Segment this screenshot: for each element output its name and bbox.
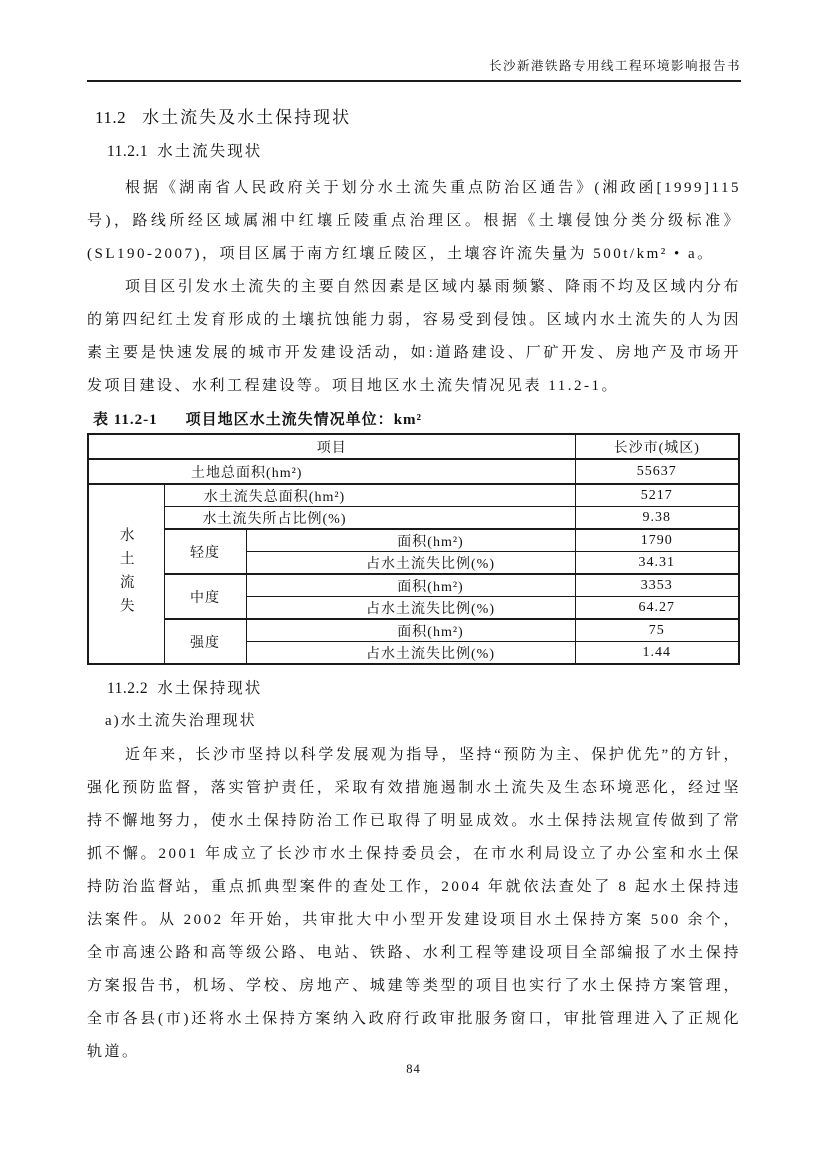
cell-light-pct-value: 34.31 bbox=[575, 552, 739, 575]
cell-total-area-label: 水土流失总面积(hm²) bbox=[164, 484, 575, 507]
table-caption-unit: km² bbox=[393, 411, 423, 428]
section-title: 水土流失及水土保持现状 bbox=[142, 108, 352, 127]
cell-pct-label: 占水土流失比例(%) bbox=[246, 552, 575, 575]
table-row bbox=[88, 434, 739, 459]
cell-ratio-value: 9.38 bbox=[575, 507, 739, 530]
cell-severity-light: 轻度 bbox=[164, 529, 246, 574]
cell-pct-label: 占水土流失比例(%) bbox=[246, 597, 575, 620]
page-number: 84 bbox=[406, 1062, 421, 1076]
section-title: 水土保持现状 bbox=[157, 680, 263, 697]
cell-pct-label: 占水土流失比例(%) bbox=[246, 642, 575, 665]
table-caption-text: 项目地区水土流失情况单位： bbox=[185, 410, 394, 428]
cell-area-label: 面积(hm²) bbox=[246, 619, 575, 642]
table-caption-title bbox=[186, 408, 422, 429]
cell-group-label bbox=[88, 484, 164, 664]
cell-area-label: 面积(hm²) bbox=[246, 529, 575, 552]
table-row bbox=[88, 484, 739, 507]
cell-strong-area-value: 75 bbox=[575, 619, 739, 642]
table-row bbox=[88, 529, 739, 552]
section-heading-11-2 bbox=[95, 106, 741, 130]
page-footer bbox=[0, 1062, 827, 1077]
page-header bbox=[87, 56, 741, 82]
cell-total-area-value: 5217 bbox=[575, 484, 739, 507]
paragraph-conservation-status: 近年来，长沙市坚持以科学发展观为指导，坚持“预防为主、保护优先”的方针，强化预防监督，落实管护责任，采取有效措施遏制水土流失及生态环境恶化，经过坚持不懈地努力，使水土保持防治工作已取得了明显成效。水土保持法规宣传做到了常抓不懈。2001 年成立了长沙市水土保持委员会，在市水利局设立了办公室和水土保持防治监督站，重点抓典型案件的查处工作，2004 年就依法查处了 8 起水土保持违法案件。从 2002 年开始，共审批大中小型开发建设项目水土保持方案 500 余个，全市高速公路和高等级公路、电站、铁路、水利工程等建设项目全部编报了水土保持方案报告书，机场、学校、房地产、城建等类型的项目也实行了水土保持方案管理，全市各县(市)还将水土保持方案纳入政府行政审批服务窗口，审批管理进入了正规化轨道。 bbox=[87, 747, 741, 1060]
section-number: 11.2.1 bbox=[107, 143, 149, 160]
vertical-group-label: 水土流失 bbox=[117, 527, 134, 621]
soil-erosion-table bbox=[87, 433, 740, 665]
cell-severity-medium: 中度 bbox=[164, 574, 246, 619]
cell-area-label: 面积(hm²) bbox=[246, 574, 575, 597]
cell-land-total-value: 55637 bbox=[575, 459, 739, 484]
cell-ratio-label: 水土流失所占比例(%) bbox=[164, 507, 575, 530]
cell-severity-strong: 强度 bbox=[164, 619, 246, 664]
table-header-region: 长沙市(城区) bbox=[575, 434, 739, 459]
table-row bbox=[88, 574, 739, 597]
table-row bbox=[88, 459, 739, 484]
cell-strong-pct-value: 1.44 bbox=[575, 642, 739, 665]
cell-light-area-value: 1790 bbox=[575, 529, 739, 552]
section-number: 11.2 bbox=[95, 108, 127, 127]
paragraph-erosion-causes: 项目区引发水土流失的主要自然因素是区域内暴雨频繁、降雨不均及区域内分布的第四纪红土发育形成的土壤抗蚀能力弱，容易受到侵蚀。区域内水土流失的人为因素主要是快速发展的城市开发建设活动，如:道路建设、厂矿开发、房地产及市场开发项目建设、水利工程建设等。项目地区水土流失情况见表 11.2-1。 bbox=[87, 279, 741, 394]
cell-medium-pct-value: 64.27 bbox=[575, 597, 739, 620]
table-row bbox=[88, 507, 739, 530]
table-header-item: 项目 bbox=[88, 434, 575, 459]
cell-land-total-label: 土地总面积(hm²) bbox=[88, 459, 575, 484]
page-content bbox=[87, 98, 741, 1069]
section-heading-11-2-1 bbox=[107, 142, 741, 162]
paragraph-erosion-zoning: 根据《湖南省人民政府关于划分水土流失重点防治区通告》(湘政函[1999]115 号)，路线所经区域属湘中红壤丘陵重点治理区。根据《土壤侵蚀分类分级标准》(SL190-2007)，项目区属于南方红壤丘陵区，土壤容许流失量为 500t/km² • a。 bbox=[87, 180, 741, 262]
table-row bbox=[88, 619, 739, 642]
subsection-a-heading: a)水土流失治理现状 bbox=[105, 713, 257, 729]
table-caption-label: 表 11.2-1 bbox=[93, 411, 158, 428]
section-heading-11-2-2 bbox=[107, 679, 741, 699]
table-caption bbox=[87, 405, 741, 431]
header-title: 长沙新港铁路专用线工程环境影响报告书 bbox=[488, 59, 741, 73]
section-number: 11.2.2 bbox=[107, 680, 149, 697]
section-title: 水土流失现状 bbox=[157, 143, 263, 160]
cell-medium-area-value: 3353 bbox=[575, 574, 739, 597]
